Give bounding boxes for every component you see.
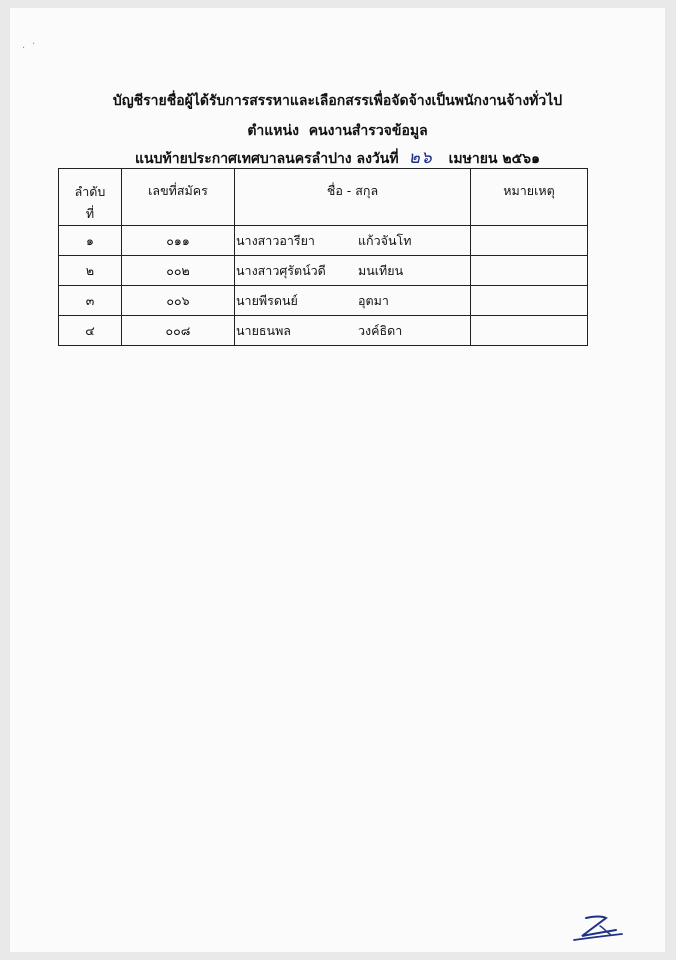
header-remark: หมายเหตุ <box>471 169 588 226</box>
signature-icon <box>570 914 626 944</box>
cell-name <box>235 226 471 256</box>
cell-name <box>235 316 471 346</box>
cell-name <box>235 256 471 286</box>
header-no-line1: ลำดับ <box>74 184 106 199</box>
last-name: อุตมา <box>358 292 389 308</box>
last-name: มนเทียน <box>358 262 404 278</box>
header-no <box>59 169 122 226</box>
first-name: นางสาวศุรัตน์วดี <box>236 262 326 278</box>
header-name: ชื่อ - สกุล <box>235 169 471 226</box>
scan-speck: · <box>32 39 36 50</box>
cell-application-no: ๐๐๒ <box>122 256 235 286</box>
table-row <box>59 286 588 316</box>
annex-month-year: เมษายน ๒๕๖๑ <box>448 151 540 167</box>
cell-no: ๔ <box>59 316 122 346</box>
handwritten-day: ๒๖ <box>408 148 433 168</box>
cell-name <box>235 286 471 316</box>
first-name: นายพีรดนย์ <box>236 292 298 308</box>
table-row <box>59 256 588 286</box>
table-row <box>59 226 588 256</box>
cell-application-no: ๐๐๖ <box>122 286 235 316</box>
document-page <box>10 8 665 952</box>
cell-remark <box>471 226 588 256</box>
cell-application-no: ๐๐๘ <box>122 316 235 346</box>
table-header-row <box>59 169 588 226</box>
candidate-table <box>58 168 588 346</box>
first-name: นางสาวอารียา <box>236 232 315 248</box>
document-title: บัญชีรายชื่อผู้ได้รับการสรรหาและเลือกสรรเพื่อจัดจ้างเป็นพนักงานจ้างทั่วไป <box>112 93 563 109</box>
header-application-no: เลขที่สมัคร <box>122 169 235 226</box>
position-value: คนงานสำรวจข้อมูล <box>308 123 428 139</box>
scan-speck: · <box>22 43 26 54</box>
cell-remark <box>471 286 588 316</box>
position-label: ตำแหน่ง <box>247 123 299 139</box>
last-name: วงค์ธิดา <box>358 322 403 338</box>
cell-remark <box>471 256 588 286</box>
annex-line <box>10 149 665 168</box>
cell-remark <box>471 316 588 346</box>
header-no-line2: ที่ <box>85 206 95 221</box>
annex-prefix: แนบท้ายประกาศเทศบาลนครลำปาง ลงวันที่ <box>135 151 399 167</box>
cell-application-no: ๐๑๑ <box>122 226 235 256</box>
cell-no: ๓ <box>59 286 122 316</box>
cell-no: ๒ <box>59 256 122 286</box>
first-name: นายธนพล <box>236 322 291 338</box>
last-name: แก้วจันโท <box>358 232 412 248</box>
cell-no: ๑ <box>59 226 122 256</box>
position-line <box>10 122 665 140</box>
table-row <box>59 316 588 346</box>
